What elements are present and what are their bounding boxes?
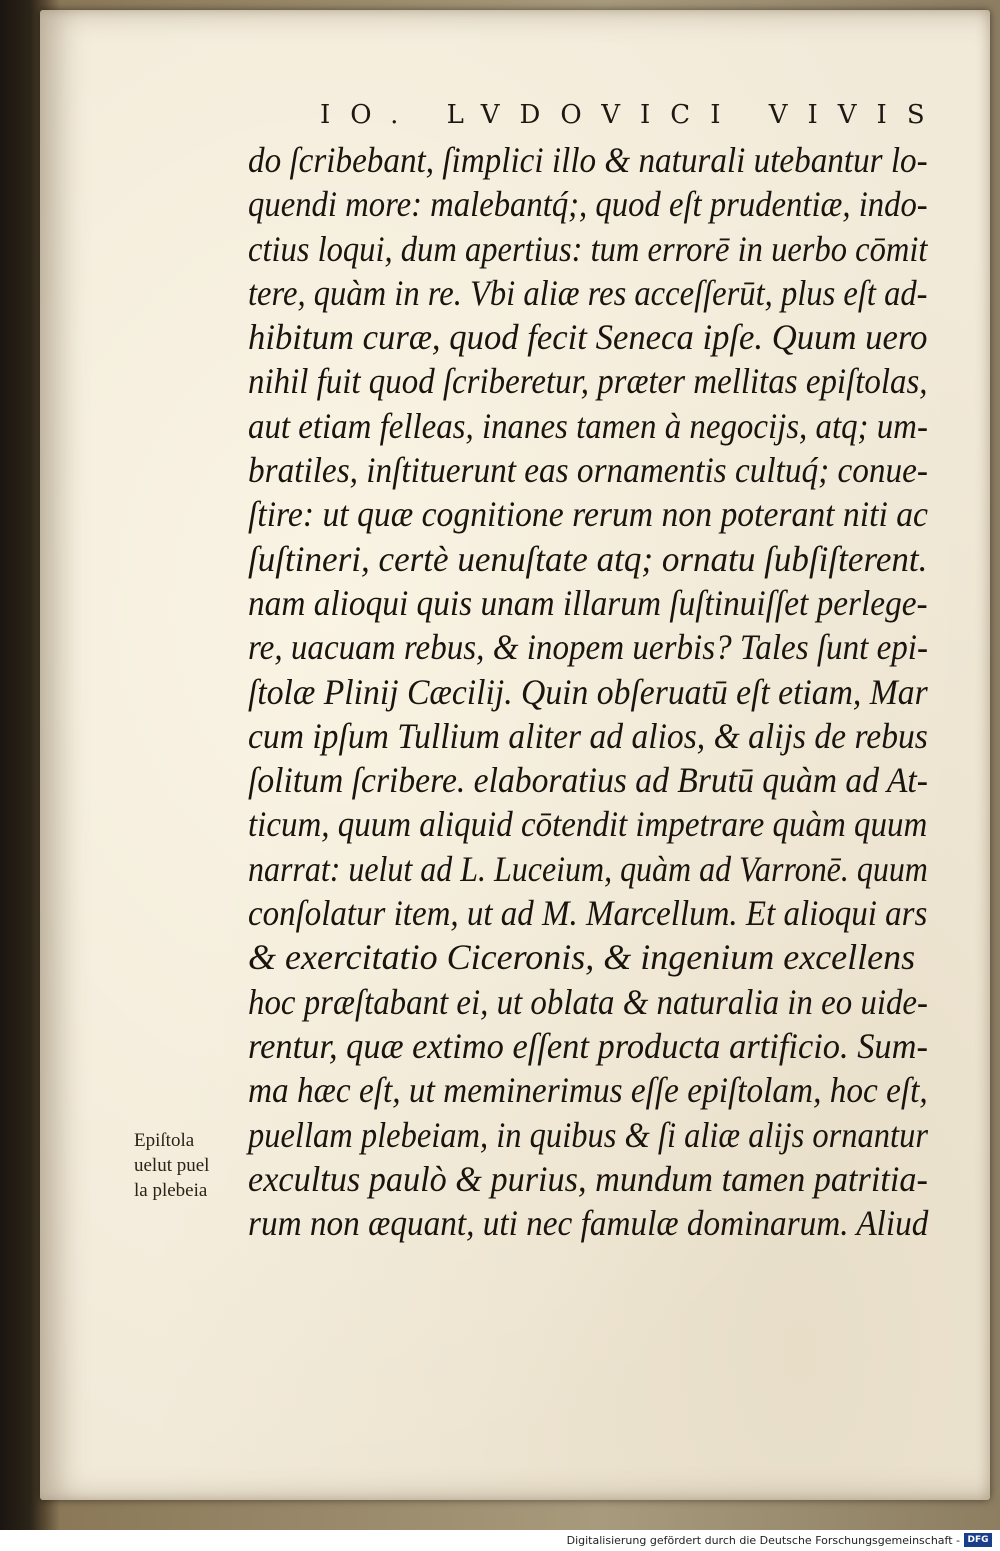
text-line: bratiles, inſtituerunt eas ornamentis cultuq́; conue-: [248, 450, 928, 491]
text-line: ctius loqui, dum apertius: tum errorē in uerbo cōmit: [248, 228, 928, 269]
marginal-note: [134, 1128, 244, 1203]
marginal-note-line: la plebeia: [134, 1180, 208, 1201]
text-line: ticum, quum aliquid cōtendit impetrare quàm quum: [248, 804, 928, 845]
marginal-note-line: Epiſtola: [134, 1130, 195, 1151]
text-line: do ſcribebant, ſimplici illo & naturali utebantur lo-: [248, 140, 928, 180]
text-line: hibitum curæ, quod fecit Seneca ipſe. Quum uero: [248, 317, 928, 358]
text-line: excultus paulò & purius, mundum tamen patritia-: [248, 1158, 928, 1199]
text-line: re, uacuam rebus, & inopem uerbis? Tales ſunt epi-: [248, 627, 929, 668]
text-line: hoc præſtabant ei, ut oblata & naturalia in eo uide-: [248, 981, 928, 1022]
text-line: ſuſtineri, certè uenuſtate atq; ornatu ſubſiſterent.: [248, 538, 928, 579]
marginal-note-line: uelut puel: [134, 1155, 210, 1176]
dfg-logo: DFG: [964, 1533, 992, 1547]
running-head: IO. LVDOVICI VIVIS: [320, 100, 945, 130]
text-line: narrat: uelut ad L. Luceium, quàm ad Varronē. quum: [248, 848, 928, 889]
text-line: ſtire: ut quæ cognitione rerum non poterant niti ac: [248, 494, 928, 535]
text-line: nam alioqui quis unam illarum ſuſtinuiſſet perlege-: [248, 582, 928, 623]
body-text: [248, 138, 928, 1245]
text-line: & exercitatio Ciceronis, & ingenium excellens: [248, 937, 916, 978]
text-line: rum non æquant, uti nec famulæ dominarum. Aliud: [248, 1203, 929, 1244]
text-line: ma hæc eſt, ut meminerimus eſſe epiſtolam, hoc eſt,: [248, 1070, 928, 1111]
text-line: conſolatur item, ut ad M. Marcellum. Et alioqui ars: [248, 893, 928, 934]
text-line: cum ipſum Tullium aliter ad alios, & alijs de rebus: [248, 715, 928, 756]
footer-bar: [0, 1530, 1000, 1551]
footer-credit: Digitalisierung gefördert durch die Deutsche Forschungsgemeinschaft -: [566, 1534, 960, 1547]
text-line: ſtolæ Plinij Cæcilij. Quin obſeruatū eſt etiam, Mar: [248, 671, 928, 712]
text-line: quendi more: malebantq́;, quod eſt prudentiæ, indo-: [248, 184, 928, 225]
text-line: ſolitum ſcribere. elaboratius ad Brutū quàm ad At-: [248, 760, 928, 801]
text-line: tere, quàm in re. Vbi aliæ res acceſſerūt, plus eſt ad-: [248, 272, 928, 313]
text-line: nihil fuit quod ſcriberetur, præter mellitas epiſtolas,: [248, 361, 928, 402]
text-line: rentur, quæ extimo eſſent producta artificio. Sum-: [248, 1025, 928, 1066]
text-line: puellam plebeiam, in quibus & ſi aliæ alijs ornantur: [248, 1114, 928, 1155]
text-line: aut etiam felleas, inanes tamen à negocijs, atq; um-: [248, 405, 928, 446]
